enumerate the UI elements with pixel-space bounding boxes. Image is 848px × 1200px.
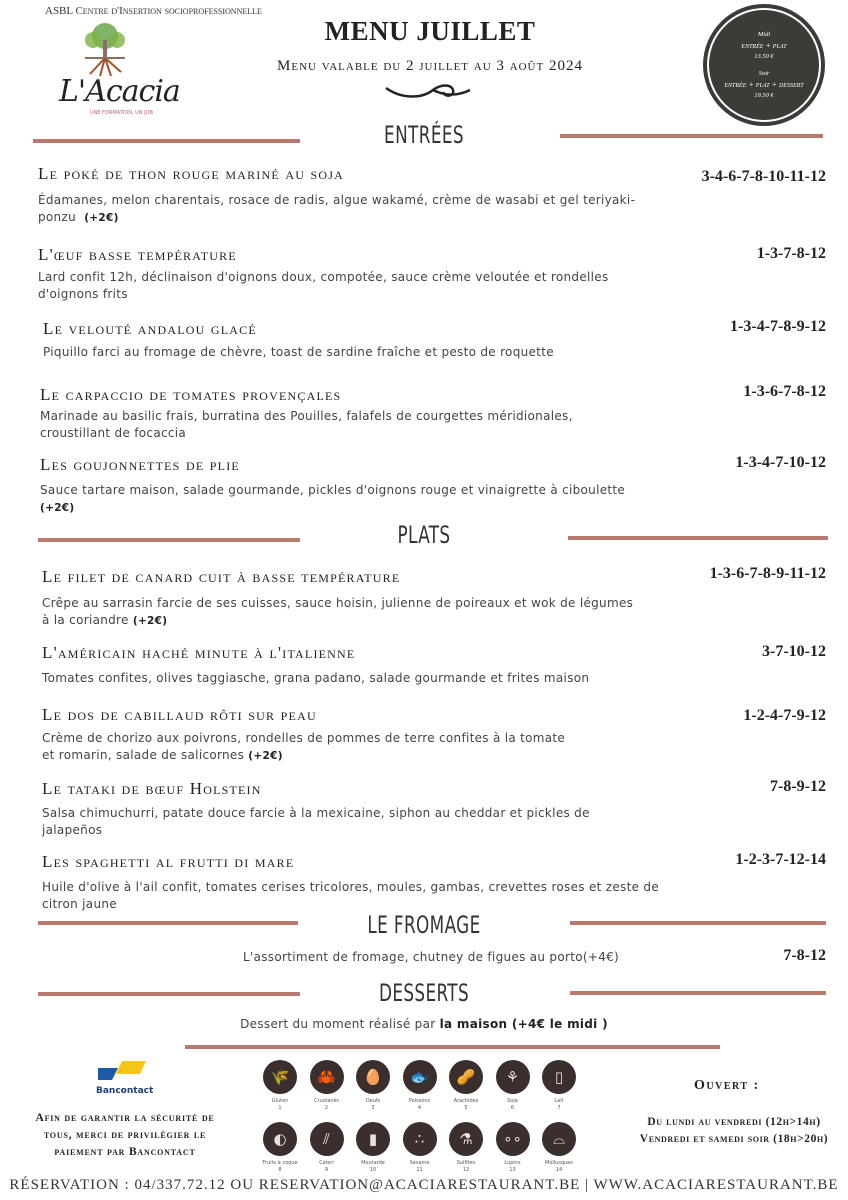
allergen-item (443, 1060, 489, 1112)
validity-subtitle: Menu valable du 2 juillet au 3 août 2024 (277, 58, 583, 74)
entree-title: Les goujonnettes de plie (40, 455, 240, 474)
plat-description: Huile d'olive à l'ail confit, tomates cerises tricolores, moules, gambas, crevettes roses et zeste de citron jaune (42, 880, 659, 911)
lupin-icon: ∘∘ (496, 1122, 530, 1156)
entree-description: Marinade au basilic frais, burratina des Pouilles, falafels de courgettes méridionales, croustillant de focaccia (40, 409, 573, 440)
entree-description: Lard confit 12h, déclinaison d'oignons doux, compotée, sauce crème veloutée et rondelles d'oignons frits (38, 270, 609, 301)
entree-description: Piquillo farci au fromage de chèvre, toast de sardine fraîche et pesto de roquette (43, 345, 554, 359)
allergen-number: 5 (464, 1105, 468, 1111)
allergen-number: 12 (462, 1167, 470, 1173)
allergen-item (397, 1060, 443, 1112)
plat-title: Le filet de canard cuit à basse température (42, 567, 401, 586)
supplement: (+2€) (132, 615, 168, 627)
payment-notice: Afin de garantir la sécurité de tous, merci de privilégier le paiement par Bancontact (35, 1112, 215, 1158)
description-text: Sauce tartare maison, salade gourmande, pickles d'oignons rouge et vinaigrette à ciboulette (40, 483, 626, 497)
allergen-name: Oeufs (365, 1098, 381, 1104)
allergen-item (536, 1122, 582, 1174)
plat-allergens: 7-8-9-12 (770, 778, 826, 795)
hours-weekday: Du lundi au vendredi (12h>14h) (647, 1116, 821, 1128)
plat-title: Les spaghetti al frutti di mare (42, 852, 295, 871)
supplement: (+2€) (84, 212, 119, 224)
allergen-name: Moutarde (361, 1160, 385, 1166)
allergen-item (536, 1060, 582, 1112)
reservation-footer: RÉSERVATION : 04/337.72.12 OU RESERVATION@ACACIARESTAURANT.BE | WWW.ACACIARESTAURANT.BE (9, 1177, 839, 1193)
allergen-item (304, 1122, 350, 1174)
divider (185, 1045, 720, 1049)
allergen-number: 4 (417, 1105, 422, 1111)
section-title-fromage: LE FROMAGE (367, 911, 481, 939)
plat-description: Tomates confites, olives taggiasche, grana padano, salade gourmande et frites maison (42, 671, 590, 685)
entree-title: Le poké de thon rouge mariné au soja (38, 164, 344, 183)
allergen-item (490, 1122, 536, 1174)
allergen-item (397, 1122, 443, 1174)
allergen-legend (257, 1060, 597, 1175)
midi-formula: entrée + plat (741, 41, 787, 50)
midi-price: 13.50 € (754, 53, 774, 60)
plat-allergens: 1-2-4-7-9-12 (743, 707, 826, 724)
entree-allergens: 1-3-6-7-8-12 (743, 383, 826, 400)
section-title-entrees: ENTRÉES (384, 121, 464, 149)
entree-title: L'œuf basse température (38, 245, 237, 264)
shell-icon: ⌓ (542, 1122, 576, 1156)
description-text: Édamanes, melon charentais, rosace de radis, algue wakamé, crème de wasabi et gel teriyaki-ponzu (38, 193, 636, 224)
description-text: Crème de chorizo aux poivrons, rondelles de pommes de terre confites à la tomate et romarin, salade de salicornes (42, 731, 566, 762)
allergen-name: Lupins (504, 1160, 521, 1166)
entree-description (40, 482, 680, 517)
fromage-description: L'assortiment de fromage, chutney de figues au porto(+4€) (243, 950, 620, 964)
crab-icon: 🦀 (310, 1060, 344, 1094)
fish-icon: 🐟 (403, 1060, 437, 1094)
description-text: Dessert du moment réalisé par (240, 1017, 440, 1031)
entree-allergens: 1-3-4-7-8-9-12 (730, 318, 826, 335)
soir-price: 19.50 € (754, 92, 774, 99)
allergen-name: Poissons (408, 1098, 431, 1104)
allergen-item (490, 1060, 536, 1112)
plat-description (42, 595, 642, 630)
entree-allergens: 1-3-4-7-10-12 (735, 454, 826, 471)
allergen-number: 14 (555, 1167, 563, 1173)
allergen-item (257, 1122, 303, 1174)
logo-text: L'Acacia (59, 74, 180, 109)
plat-allergens: 3-7-10-12 (762, 643, 826, 660)
bancontact-logo (96, 1060, 154, 1096)
allergen-name: Lait (554, 1098, 564, 1104)
entree-title: Le carpaccio de tomates provençales (40, 385, 342, 404)
allergen-number: 1 (278, 1105, 282, 1111)
logo-tagline: UNE FORMATION, UN JOB (90, 110, 153, 116)
plat-allergens: 1-2-3-7-12-14 (735, 851, 826, 868)
allergen-number: 9 (324, 1167, 329, 1173)
allergen-name: Fruits à coque (262, 1160, 298, 1166)
allergen-item (350, 1122, 396, 1174)
allergen-name: Céleri (319, 1160, 334, 1166)
ornament-icon (383, 80, 473, 102)
mustard-icon: ▮ (356, 1122, 390, 1156)
plat-title: L'américain haché minute à l'italienne (42, 643, 356, 662)
milk-icon: ▯ (542, 1060, 576, 1094)
hours-evening: Vendredi et samedi soir (18h>20h) (639, 1133, 829, 1145)
allergen-name: Crustacés (314, 1098, 339, 1104)
entree-allergens: 1-3-7-8-12 (756, 245, 826, 262)
egg-icon: 🥚 (356, 1060, 390, 1094)
allergen-name: Soja (507, 1098, 518, 1104)
peanut-icon: 🥜 (449, 1060, 483, 1094)
allergen-number: 8 (278, 1167, 282, 1173)
page-title: MENU JUILLET (324, 16, 536, 46)
supplement: (+2€) (40, 502, 75, 514)
description-text: Crêpe au sarrasin farcie de ses cuisses, sauce hoisin, julienne de poireaux et wok de légumes à la coriandre (42, 596, 634, 627)
entree-title: Le velouté andalou glacé (43, 319, 257, 338)
allergen-item (350, 1060, 396, 1112)
allergen-number: 7 (557, 1105, 561, 1111)
dessert-description (0, 1016, 848, 1033)
allergen-number: 13 (509, 1167, 516, 1173)
dessert-maison: la maison (439, 1017, 508, 1031)
section-title-desserts: DESSERTS (378, 979, 470, 1007)
price-badge (703, 4, 825, 126)
allergen-number: 3 (371, 1105, 375, 1111)
supplement: (+2€) (248, 750, 283, 762)
allergen-name: Gluten (271, 1098, 289, 1104)
plat-description: Salsa chimuchurri, patate douce farcie à la mexicaine, siphon au cheddar et pickles de jalapeños (42, 806, 590, 837)
allergen-name: Arachides (453, 1098, 479, 1104)
allergen-item (443, 1122, 489, 1174)
bancontact-icon (96, 1060, 150, 1082)
opening-hours-label: Ouvert : (694, 1078, 760, 1093)
celery-icon: ⫽ (310, 1122, 344, 1156)
organization-label: ASBL Centre d'Insertion socioprofessionnelle (45, 5, 262, 17)
midi-label: Midi (757, 31, 771, 38)
wheat-icon: 🌾 (263, 1060, 297, 1094)
nut-icon: ◐ (263, 1122, 297, 1156)
dessert-supplement: (+4€ le midi ) (507, 1017, 608, 1031)
plat-allergens: 1-3-6-7-8-9-11-12 (709, 565, 826, 582)
allergen-item (257, 1060, 303, 1112)
soy-icon: ⚘ (496, 1060, 530, 1094)
allergen-name: Sésame (409, 1160, 430, 1166)
allergen-item (304, 1060, 350, 1112)
allergen-number: 2 (324, 1105, 329, 1111)
allergen-number: 10 (369, 1167, 377, 1173)
fromage-allergens: 7-8-12 (783, 947, 826, 964)
allergen-number: 11 (416, 1167, 423, 1173)
sesame-icon: ∴ (403, 1122, 437, 1156)
plat-description (42, 730, 572, 765)
opening-hours (620, 1114, 848, 1148)
allergen-name: Sulfites (456, 1160, 476, 1166)
plat-title: Le tataki de bœuf Holstein (42, 779, 262, 798)
entree-allergens: 3-4-6-7-8-10-11-12 (701, 168, 826, 185)
bancontact-label: Bancontact (96, 1086, 154, 1096)
allergen-number: 6 (510, 1105, 515, 1111)
entree-description (38, 192, 638, 227)
soir-label: Soir (758, 70, 770, 77)
plat-title: Le dos de cabillaud rôti sur peau (42, 705, 317, 724)
allergen-name: Mollusques (545, 1160, 573, 1166)
flask-icon: ⚗ (449, 1122, 483, 1156)
section-title-plats: PLATS (397, 521, 451, 549)
soir-formula: entrée + plat + dessert (724, 80, 804, 89)
